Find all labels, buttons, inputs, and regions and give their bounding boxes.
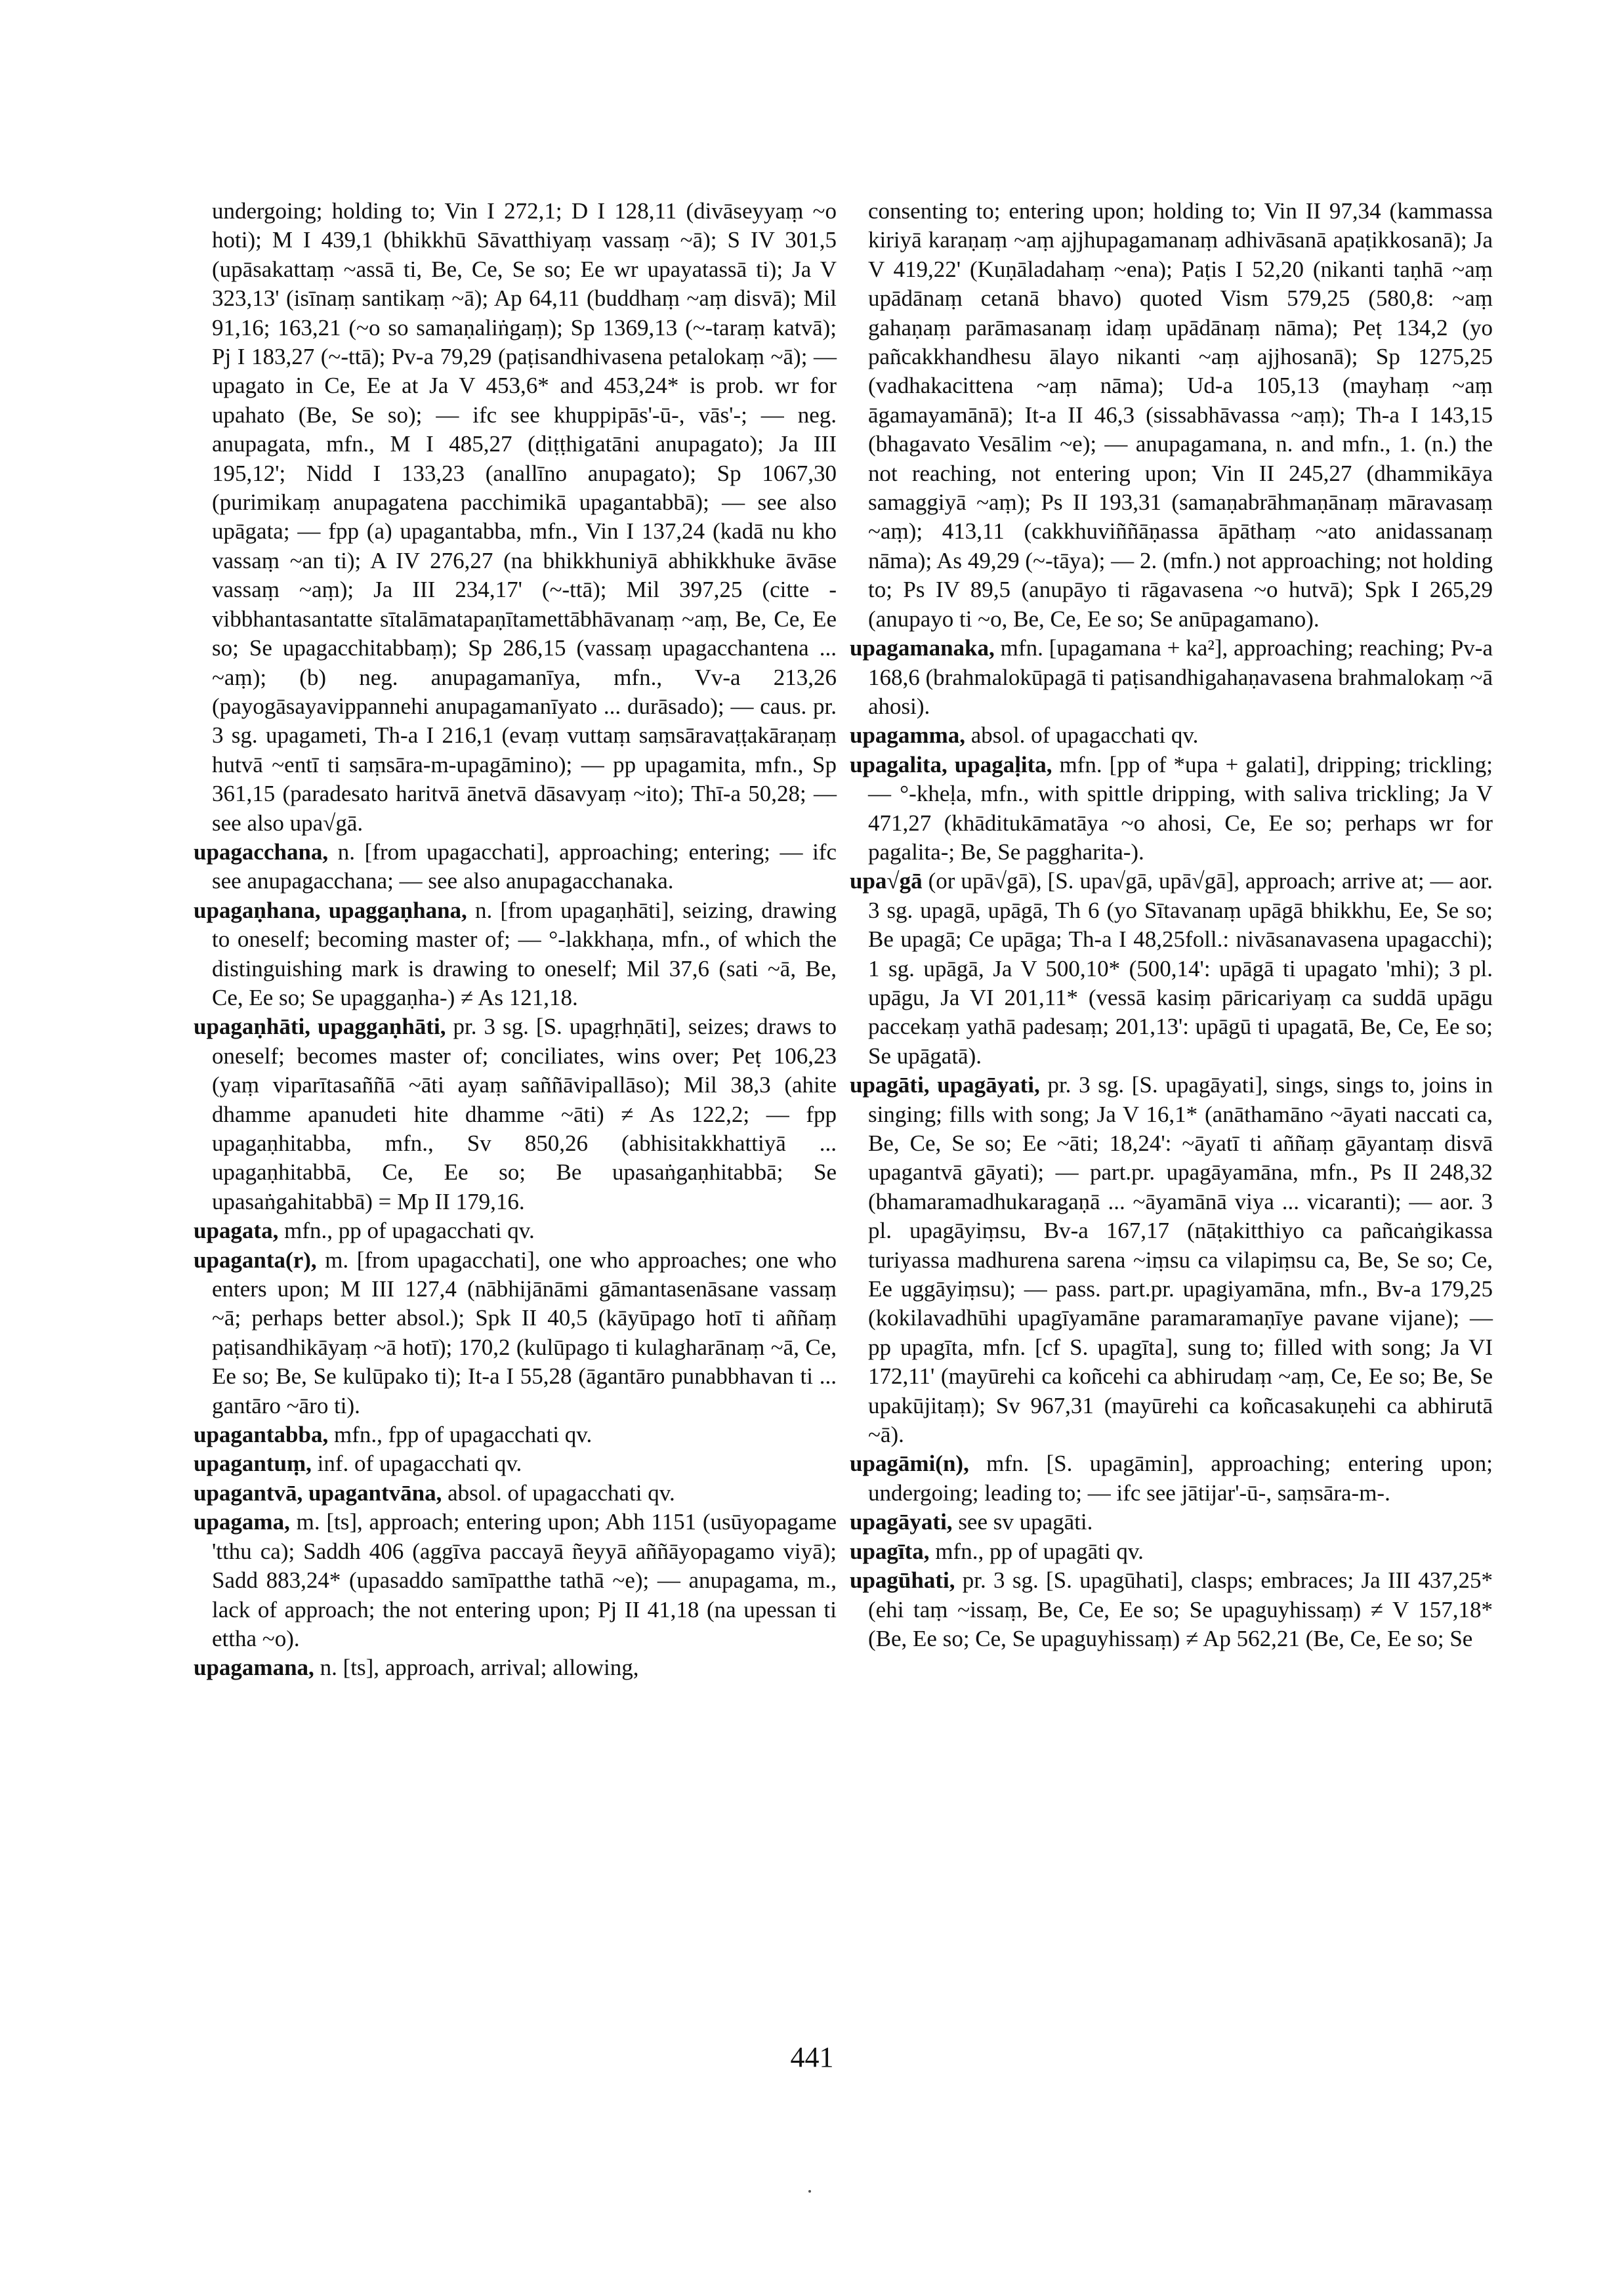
dictionary-entry — [850, 1566, 1493, 1653]
entry-text: n. [ts], approach, arrival; allowing, — [314, 1655, 639, 1681]
dictionary-entry — [194, 1012, 837, 1216]
dictionary-entry — [850, 867, 1493, 1071]
entry-text: inf. of upagacchati qv. — [311, 1451, 522, 1477]
entry-headword: upagantvā, upagantvāna, — [194, 1479, 442, 1506]
entry-headword: upagaṇhana, upaggaṇhana, — [194, 897, 467, 923]
dictionary-entry — [850, 1449, 1493, 1508]
dictionary-entry — [850, 1537, 1493, 1566]
dictionary-entry — [194, 1420, 837, 1449]
dictionary-entry — [194, 1653, 837, 1682]
dictionary-entry — [850, 634, 1493, 721]
entry-text: mfn., pp of upagacchati qv. — [278, 1218, 535, 1244]
entry-text: m. [ts], approach; entering upon; Abh 1151 (usūyopagame 'tthu ca); Saddh 406 (aggīva paccayā ñeyyā aññāyopagamo viyā); Sadd 883,24* (upasaddo samīpatthe tathā ~e); — anupagama, m., lack of approach; the not entering upon; Pj II 41,18 (na upessan ti ettha ~o). — [212, 1509, 837, 1651]
dictionary-entry — [194, 197, 837, 838]
dictionary-entry — [850, 1508, 1493, 1537]
dictionary-entry — [850, 197, 1493, 634]
entry-headword: upa√gā — [850, 868, 923, 894]
entry-text: n. [from upagaṇhāti], seizing, drawing to oneself; becoming master of; — °-lakkhaṇa, mfn., of which the distinguishing mark is drawing to oneself; Mil 37,6 (sati ~ā, Be, Ce, Ee so; Se upaggaṇha-) ≠ As 121,18. — [212, 897, 837, 1010]
entry-headword: upagāyati, — [850, 1509, 953, 1535]
left-column — [194, 197, 837, 1683]
entry-text: mfn., fpp of upagacchati qv. — [328, 1422, 593, 1448]
entry-headword: upagāti, upagāyati, — [850, 1072, 1040, 1098]
entry-headword: upagantuṃ, — [194, 1451, 312, 1477]
entry-headword: upagantabba, — [194, 1422, 329, 1448]
dictionary-entry — [850, 751, 1493, 867]
dictionary-entry — [194, 1479, 837, 1508]
entry-text: (or upā√gā), [S. upa√gā, upā√gā], approach; arrive at; — aor. 3 sg. upagā, upāgā, Th 6 (yo Sītavanaṃ upāgā bhikkhu, Ee, Se so; Be upagā; Ce upāga; Th-a I 48,25foll.: nivāsanavasena upagacchi); 1 sg. upāgā, Ja V 500,10* (500,14': upāgā ti upagato 'mhi); 3 pl. upāgu, Ja VI 201,11* (vessā kasiṃ pāricariyaṃ ca suddā upāgu paccekaṃ yathā padesaṃ; 201,13': upāgū ti upagatā, Be, Ce, Ee so; Se upāgatā). — [868, 868, 1493, 1069]
entry-headword: upaganta(r), — [194, 1247, 317, 1273]
dictionary-entry — [194, 1508, 837, 1653]
scan-dot — [808, 2190, 811, 2193]
entry-text: absol. of upagacchati qv. — [442, 1479, 675, 1506]
entry-text: see sv upagāti. — [952, 1509, 1093, 1535]
entry-text: undergoing; holding to; Vin I 272,1; D I 128,11 (divāseyyaṃ ~o hoti); M I 439,1 (bhikkhū Sāvatthiyaṃ vassaṃ ~ā); S IV 301,5 (upāsakattaṃ ~assā ti, Be, Ce, Se so; Ee wr upayatassā ti); Ja V 323,13' (isīnaṃ santikaṃ ~ā); Ap 64,11 (buddhaṃ ~aṃ disvā); Mil 91,16; 163,21 (~o so samaṇaliṅgaṃ); Sp 1369,13 (~-taraṃ katvā); Pj I 183,27 (~-ttā); Pv-a 79,29 (paṭisandhivasena petalokaṃ ~ā); — upagato in Ce, Ee at Ja V 453,6* and 453,24* is prob. wr for upahato (Be, Se so); — ifc see khuppipās'-ū-, vās'-; — neg. anupagata, mfn., M I 485,27 (diṭṭhigatāni anupagato); Ja III 195,12'; Nidd I 133,23 (anallīno anupagato); Sp 1067,30 (purimikaṃ anupagatena pacchimikā upagantabbā); — see also upāgata; — fpp (a) upagantabba, mfn., Vin I 137,24 (kadā nu kho vassaṃ ~an ti); A IV 276,27 (na bhikkhuniyā abhikkhuke āvāse vassaṃ ~aṃ); Ja III 234,17' (~-ttā); Mil 397,25 (citte -vibbhantasantatte sītalāmatapaṇītamettābhāvanaṃ ~aṃ, Be, Ce, Ee so; Se upagacchitabbaṃ); Sp 286,15 (vassaṃ upagacchantena ... ~aṃ); (b) neg. anupagamanīya, mfn., Vv-a 213,26 (payogāsayavippannehi anupagamanīyato ... durāsado); — caus. pr. 3 sg. upagameti, Th-a I 216,1 (evaṃ vuttaṃ saṃsāravaṭṭakāraṇaṃ hutvā ~entī ti saṃsāra-m-upagāmino); — pp upagamita, mfn., Sp 361,15 (paradesato haritvā ānetvā dāsavyaṃ ~ito); Thī-a 50,28; — see also upa√gā. — [212, 198, 837, 836]
entry-text: m. [from upagacchati], one who approaches; one who enters upon; M III 127,4 (nābhijānāmi gāmantasenāsane vassaṃ ~ā; perhaps better absol.); Spk II 40,5 (kāyūpago hotī ti aññaṃ paṭisandhikāyaṃ ~ā hotī); 170,2 (kulūpago ti kulagharānaṃ ~ā, Ce, Ee so; Be, Se kulūpako ti); It-a I 55,28 (āgantāro punabbhavan ti ... gantāro ~āro ti). — [212, 1247, 837, 1418]
entry-text: pr. 3 sg. [S. upagṛhṇāti], seizes; draws to oneself; becomes master of; conciliates, wins over; Peṭ 106,23 (yaṃ viparītasaññā ~āti ayaṃ saññāvipallāso); Mil 38,3 (ahite dhamme apanudeti hite dhamme ~āti) ≠ As 122,2; — fpp upagaṇhitabba, mfn., Sv 850,26 (abhisitakkhattiyā ... upagaṇhitabbā, Ce, Ee so; Be upasaṅgaṇhitabbā; Se upasaṅgahitabbā) = Mp II 179,16. — [212, 1014, 837, 1214]
dictionary-entry — [194, 1216, 837, 1245]
entry-headword: upagalita, upagaḷita, — [850, 751, 1052, 777]
entry-text: mfn., pp of upagāti qv. — [929, 1538, 1144, 1564]
dictionary-entry — [194, 896, 837, 1013]
entry-text: mfn. [S. upagāmin], approaching; entering upon; undergoing; leading to; — ifc see jātijar'-ū-, saṃsāra-m-. — [868, 1451, 1493, 1506]
dictionary-entry — [194, 1449, 837, 1478]
entry-text: pr. 3 sg. [S. upagūhati], clasps; embraces; Ja III 437,25* (ehi taṃ ~issaṃ, Be, Ce, Ee so; Se upaguyhissaṃ) ≠ V 157,18* (Be, Ee so; Ce, Se upaguyhissaṃ) ≠ Ap 562,21 (Be, Ce, Ee so; Se — [868, 1567, 1493, 1651]
dictionary-entry — [850, 721, 1493, 750]
entry-headword: upagama, — [194, 1509, 290, 1535]
dictionary-entry — [194, 838, 837, 896]
entry-headword: upagaṇhāti, upaggaṇhāti, — [194, 1014, 446, 1040]
entry-headword: upagūhati, — [850, 1567, 955, 1594]
entry-headword: upagāmi(n), — [850, 1451, 969, 1477]
entry-text: absol. of upagacchati qv. — [965, 722, 1199, 749]
entry-text: mfn. [upagamana + ka²], approaching; reaching; Pv-a 168,6 (brahmalokūpagā ti paṭisandhigahaṇavasena brahmalokaṃ ~ā ahosi). — [868, 635, 1493, 719]
entry-headword: upagamanaka, — [850, 635, 995, 661]
entry-text: n. [from upagacchati], approaching; entering; — ifc see anupagacchana; — see also anupagacchanaka. — [212, 838, 837, 894]
entry-headword: upagata, — [194, 1218, 279, 1244]
entry-text: mfn. [pp of *upa + galati], dripping; trickling; — °-kheḷa, mfn., with spittle dripping, with saliva trickling; Ja V 471,27 (khāditukāmatāya ~o ahosi, Ce, Ee so; perhaps wr for pagalita-; Be, Se paggharita-). — [868, 751, 1493, 865]
right-column — [850, 197, 1493, 1653]
entry-headword: upagīta, — [850, 1538, 930, 1564]
dictionary-entry — [194, 1246, 837, 1420]
page-number: 441 — [790, 2041, 834, 2073]
entry-headword: upagamma, — [850, 722, 965, 749]
entry-headword: upagamana, — [194, 1655, 314, 1681]
entry-text: pr. 3 sg. [S. upagāyati], sings, sings to, joins in singing; fills with song; Ja V 16,1* (anāthamāno ~āyati naccati ca, Be, Ce, Se so; Ee ~āti; 18,24': ~āyatī ti aññaṃ gāyantaṃ disvā upagantvā gāyati); — part.pr. upagāyamāna, mfn., Ps II 248,32 (bhamaramadhukaragaṇā ... ~āyamānā viya ... vicaranti); — aor. 3 pl. upagāyiṃsu, Bv-a 167,17 (nāṭakitthiyo ca pañcaṅgikassa turiyassa madhurena sarena ~iṃsu ca vilapiṃsu ca, Be, Se so; Ce, Ee uggāyiṃsu); — pass. part.pr. upagiyamāna, mfn., Bv-a 179,25 (kokilavadhūhi upagīyamāne paramaramaṇīye pavane vijane); — pp upagīta, mfn. [cf S. upagīta], sung to; filled with song; Ja VI 172,11' (mayūrehi ca koñcehi ca abhirudaṃ ~aṃ, Ce, Ee so; Be, Se upakūjitaṃ); Sv 967,31 (mayūrehi ca koñcasakuṇehi ca abhirutā ~ā). — [868, 1072, 1493, 1448]
entry-headword: upagacchana, — [194, 838, 329, 865]
entry-text: consenting to; entering upon; holding to; Vin II 97,34 (kammassa kiriyā karaṇaṃ ~aṃ ajjhupagamanaṃ adhivāsanā apaṭikkosanā); Ja V 419,22' (Kuṇāladahaṃ ~ena); Paṭis I 52,20 (nikanti taṇhā ~aṃ upādānaṃ cetanā bhavo) quoted Vism 579,25 (580,8: ~aṃ gahaṇaṃ parāmasanaṃ idaṃ upādānaṃ nāma); Peṭ 134,2 (yo pañcakkhandhesu ālayo nikanti ~aṃ ajjhosanā); Sp 1275,25 (vadhakacittena ~aṃ nāma); Ud-a 105,13 (mayhaṃ ~aṃ āgamayamānā); It-a II 46,3 (sissabhāvassa ~aṃ); Th-a I 143,15 (bhagavato Vesālim ~e); — anupagamana, n. and mfn., 1. (n.) the not reaching, not entering upon; Vin II 245,27 (dhammikāya samaggiyā ~aṃ); Ps II 193,31 (samaṇabrāhmaṇānaṃ māravasaṃ ~aṃ); 413,11 (cakkhuviññāṇassa āpāthaṃ ~ato anidassanaṃ nāma); As 49,29 (~-tāya); — 2. (mfn.) not approaching; not holding to; Ps IV 89,5 (anupāyo ti rāgavasena ~o hutvā); Spk I 265,29 (anupayo ti ~o, Be, Ce, Ee so; Se anūpagamano). — [868, 198, 1493, 632]
dictionary-entry — [850, 1071, 1493, 1449]
